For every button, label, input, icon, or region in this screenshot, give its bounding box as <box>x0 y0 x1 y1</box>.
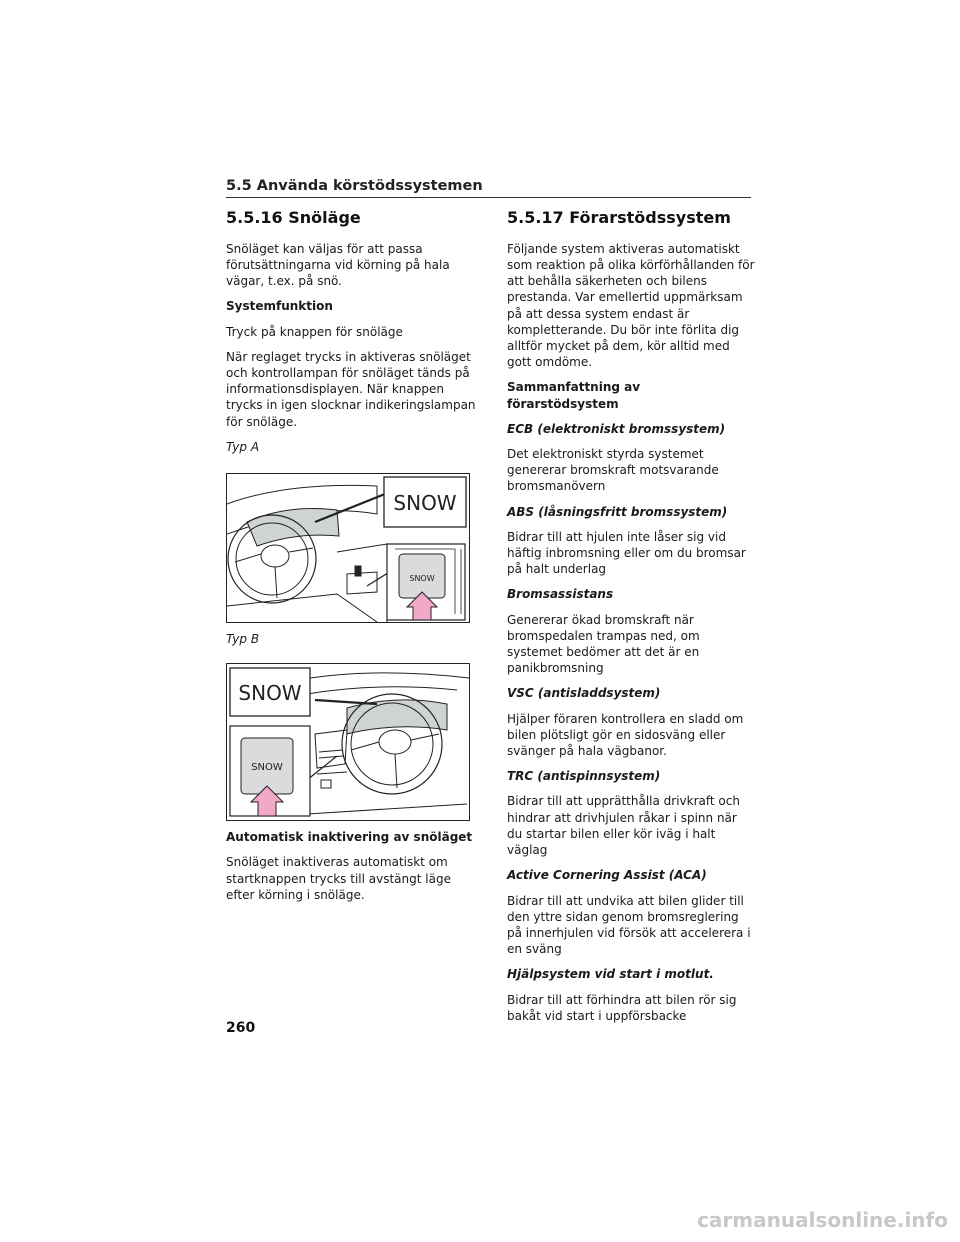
right-column <box>507 208 755 1033</box>
type-a-illustration <box>226 473 470 623</box>
system-name: ABS (låsningsfritt bromssystem) <box>507 504 728 519</box>
driver-assist-heading: 5.5.17 Förarstödssystem <box>507 208 731 227</box>
system-name: TRC (antispinnsystem) <box>507 769 661 784</box>
type-b-illustration <box>226 663 470 821</box>
snow-callout-a: SNOW <box>393 491 457 516</box>
auto-deactivation-subheading: Automatisk inaktivering av snöläget <box>226 830 473 845</box>
type-a-label: Typ A <box>226 439 260 454</box>
watermark: carmanualsonline.info <box>697 1208 948 1232</box>
system-description: Bidrar till att hjulen inte låser sig vid häftig inbromsning eller om du bromsar på halt underlag <box>507 529 746 577</box>
snow-callout-b: SNOW <box>238 681 302 706</box>
system-description: Genererar ökad bromskraft när bromspedalen trampas ned, om systemet bedömer att det är en panikbromsning <box>507 612 700 676</box>
auto-deactivation-text: Snöläget inaktiveras automatiskt om startknappen trycks till avstängt läge efter körning i snöläge. <box>226 855 451 902</box>
system-description: Hjälper föraren kontrollera en sladd om bilen plötsligt gör en sidosväng eller svänger på hala vägbanor. <box>507 711 744 759</box>
type-b-label: Typ B <box>226 632 260 647</box>
snow-button-label-b: SNOW <box>251 762 283 774</box>
snow-mode-heading: 5.5.16 Snöläge <box>226 208 361 227</box>
system-name: VSC (antisladdsystem) <box>507 686 661 701</box>
section-header: 5.5 Använda körstödssystemen <box>226 178 751 198</box>
system-description: Det elektroniskt styrda systemet genererar bromskraft motsvarande bromsmanövern <box>507 447 719 494</box>
system-name: ECB (elektroniskt bromssystem) <box>507 421 726 436</box>
system-name: Hjälpsystem vid start i motlut. <box>507 967 714 982</box>
snow-mode-intro: Snöläget kan väljas för att passa förutsättningarna vid körning på hala vägar, t.ex. på snö. <box>226 241 450 289</box>
system-description: Bidrar till att upprätthålla drivkraft och hindrar att drivhjulen råkar i spinn när du startar bilen eller kör iväg i halt väglag <box>507 794 740 858</box>
system-name: Active Cornering Assist (ACA) <box>507 868 707 883</box>
snow-button-label-a: SNOW <box>409 574 435 584</box>
summary-subheading: Sammanfattning av förarstödsystem <box>507 380 641 411</box>
system-function-subheading: Systemfunktion <box>226 299 333 314</box>
system-description: Bidrar till att undvika att bilen glider till den yttre sidan genom bromsreglering på innerhjulen vid försök att accelerera i en sväng <box>507 893 751 957</box>
page-number: 260 <box>226 1020 256 1036</box>
system-list <box>507 421 755 1024</box>
system-description: Bidrar till att förhindra att bilen rör sig bakåt vid start i uppförsbacke <box>507 992 737 1023</box>
system-name: Bromsassistans <box>507 587 614 602</box>
driver-assist-intro: Följande system aktiveras automatiskt som reaktion på olika körförhållanden för att behålla säkerheten och bilens prestanda. Var emellertid uppmärksam på att dessa system endast är kompletterande. Du bör inte förlita dig alltför mycket på dem, kör alltid med gott omdöme. <box>507 241 755 370</box>
press-button-text: Tryck på knappen för snöläge <box>226 324 403 339</box>
activation-text: När reglaget trycks in aktiveras snöläget och kontrollampan för snöläget tänds på informationsdisplayen. När knappen trycks in igen slocknar indikeringslampan för snöläge. <box>226 349 476 429</box>
left-column <box>226 208 476 912</box>
